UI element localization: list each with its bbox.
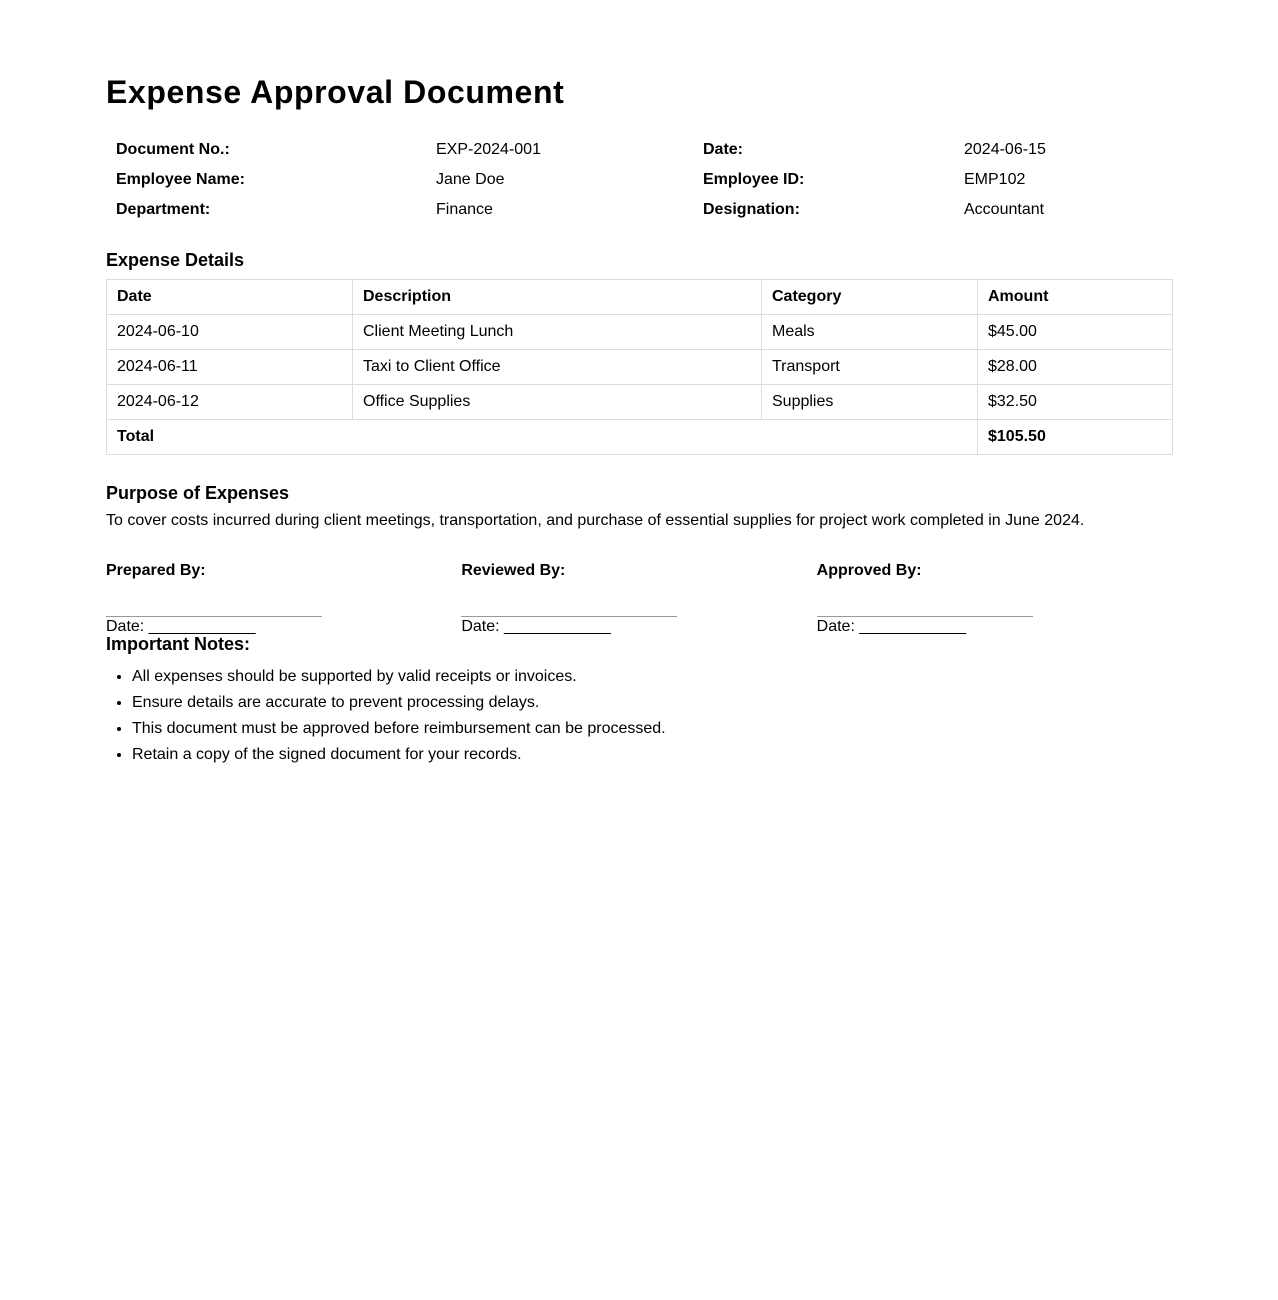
column-header-description: Description: [353, 280, 762, 315]
table-row: [107, 350, 1173, 385]
signature-date: Date: ____________: [816, 618, 967, 635]
cell-date: 2024-06-10: [107, 315, 353, 350]
signature-section: [106, 561, 1172, 637]
cell-description: Taxi to Client Office: [353, 350, 762, 385]
table-row: [107, 315, 1173, 350]
total-row: [107, 420, 1173, 455]
date-label: Date:: [703, 141, 744, 158]
list-item: • Ensure details are accurate to prevent processing delays.: [132, 693, 1172, 713]
cell-amount: $28.00: [978, 350, 1173, 385]
cell-category: Meals: [762, 315, 978, 350]
cell-amount: $45.00: [978, 315, 1173, 350]
department-label: Department:: [116, 201, 211, 218]
reviewed-by-label: Reviewed By:: [461, 562, 566, 579]
designation-value: Accountant: [964, 201, 1045, 218]
column-header-amount: Amount: [978, 280, 1173, 315]
info-table: [106, 135, 1172, 225]
cell-description: Office Supplies: [353, 385, 762, 420]
prepared-by-label: Prepared By:: [106, 562, 206, 579]
purpose-text: To cover costs incurred during client meetings, transportation, and purchase of essential supplies for project work completed in June 2024.: [106, 512, 1085, 529]
total-amount: $105.50: [978, 420, 1173, 455]
cell-category: Supplies: [762, 385, 978, 420]
column-header-category: Category: [762, 280, 978, 315]
document-title: Expense Approval Document: [106, 74, 565, 110]
total-label: Total: [107, 420, 978, 455]
list-item: • Retain a copy of the signed document for your records.: [132, 745, 1172, 765]
department-value: Finance: [436, 201, 493, 218]
approved-by-block: [817, 561, 1172, 637]
designation-label: Designation:: [703, 201, 800, 218]
info-row: [106, 195, 1172, 225]
document-no-label: Document No.:: [116, 141, 230, 158]
table-row: [107, 385, 1173, 420]
info-row: [106, 165, 1172, 195]
employee-name-label: Employee Name:: [116, 171, 245, 188]
reviewed-by-block: [461, 561, 816, 637]
cell-amount: $32.50: [978, 385, 1173, 420]
cell-category: Transport: [762, 350, 978, 385]
date-value: 2024-06-15: [964, 141, 1046, 158]
employee-name-value: Jane Doe: [436, 171, 505, 188]
cell-description: Client Meeting Lunch: [353, 315, 762, 350]
employee-id-value: EMP102: [964, 171, 1026, 188]
list-item: • This document must be approved before reimbursement can be processed.: [132, 719, 1172, 739]
expense-details-title: Expense Details: [106, 250, 245, 270]
expense-header-row: [107, 280, 1173, 315]
notes-list: [106, 667, 1172, 765]
expense-table: [106, 279, 1173, 455]
cell-date: 2024-06-12: [107, 385, 353, 420]
document-no-value: EXP-2024-001: [436, 141, 541, 158]
list-item: • All expenses should be supported by valid receipts or invoices.: [132, 667, 1172, 687]
employee-id-label: Employee ID:: [703, 171, 805, 188]
document-page: [106, 0, 1172, 765]
important-notes-title: Important Notes:: [106, 634, 250, 654]
purpose-title: Purpose of Expenses: [106, 483, 290, 503]
signature-date: Date: ____________: [106, 618, 256, 635]
column-header-date: Date: [107, 280, 353, 315]
prepared-by-block: [106, 561, 461, 637]
cell-date: 2024-06-11: [107, 350, 353, 385]
info-row: [106, 135, 1172, 165]
signature-date: Date: ____________: [461, 618, 611, 635]
approved-by-label: Approved By:: [816, 562, 922, 579]
